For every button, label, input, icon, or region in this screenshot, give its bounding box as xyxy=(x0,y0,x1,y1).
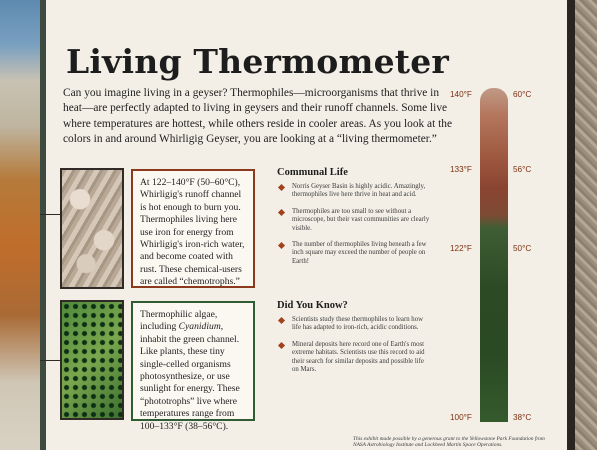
diamond-bullet-icon xyxy=(278,342,285,349)
background-geyser-photo xyxy=(0,0,40,450)
communal-life-heading: Communal Life xyxy=(277,167,348,178)
chemotroph-text: At 122–140°F (50–60°C), Whirligig's runoff channel is hot enough to burn you. Thermophiles living here use iron for energy from Whirligig's iron-rich water, and become coated with rust. These chemical-users are called “chemotrophs.” xyxy=(140,177,245,288)
sign-edge-stripe xyxy=(40,0,46,450)
communal-item: Norris Geyser Basin is highly acidic. Amazingly, thermophiles live here thrive in heat and acid. xyxy=(277,183,432,200)
diamond-bullet-icon xyxy=(278,317,285,324)
did-you-know-item: Scientists study these thermophiles to learn how life has adapted to iron-rich, acidic conditions. xyxy=(277,316,432,333)
did-you-know-heading: Did You Know? xyxy=(277,300,348,311)
did-you-know-section xyxy=(277,300,432,382)
cyanidium-text: Cyanidium xyxy=(178,321,221,333)
sign-frame xyxy=(567,0,575,450)
background-gravel xyxy=(575,0,597,450)
sign-title: Living Thermometer xyxy=(66,42,450,81)
tick-56c: 56°C xyxy=(513,165,532,174)
tick-140f: 140°F xyxy=(450,90,472,99)
communal-item: The number of thermophiles living beneath a few inch square may exceed the number of people on Earth! xyxy=(277,241,432,266)
phototroph-text-pre: Thermophilic algae, including xyxy=(140,309,218,333)
diamond-bullet-icon xyxy=(278,209,285,216)
interpretive-sign xyxy=(40,0,567,450)
tick-60c: 60°C xyxy=(513,90,532,99)
credit-line: This exhibit made possible by a generous grant to the Yellowstone Park Foundation from NASA Astrobiology Institute and Lockheed Martin Space Operations. xyxy=(353,436,545,449)
phototroph-info-box xyxy=(131,301,255,432)
tick-50c: 50°C xyxy=(513,244,532,253)
communal-item: Thermophiles are too small to see without a microscope, but their vast communities are clearly visible. xyxy=(277,208,432,233)
chemotroph-microscope-photo xyxy=(60,168,124,289)
tick-38c: 38°C xyxy=(513,413,532,422)
communal-life-section xyxy=(277,167,432,274)
phototroph-microscope-photo xyxy=(60,300,124,420)
chemotroph-info-box xyxy=(131,169,255,288)
tick-133f: 133°F xyxy=(450,165,472,174)
diamond-bullet-icon xyxy=(278,242,285,249)
thermometer-tube xyxy=(480,88,508,422)
diamond-bullet-icon xyxy=(278,184,285,191)
phototroph-text-post: , inhabit the green channel. Like plants, these tiny single-celled organisms photosynthesize, or use sunlight for energy. These “phototrophs” live where temperatures range from 100–133°F (38–56°C). xyxy=(140,321,240,432)
connector-line-1 xyxy=(40,214,60,215)
tick-122f: 122°F xyxy=(450,244,472,253)
intro-paragraph: Can you imagine living in a geyser? Thermophiles—microorganisms that thrive in heat—are perfectly adapted to living in geysers and their runoff channels. Some live where temperatures are hottest, while others reside in cooler areas. As you look at the colors in and around Whirligig Geyser, you are looking at a “living thermometer.” xyxy=(63,87,453,146)
did-you-know-item: Mineral deposits here record one of Earth's most extreme habitats. Scientists use this record to aid their search for similar deposits and possible life on Mars. xyxy=(277,341,432,375)
connector-line-2 xyxy=(40,360,60,361)
tick-100f: 100°F xyxy=(450,413,472,422)
